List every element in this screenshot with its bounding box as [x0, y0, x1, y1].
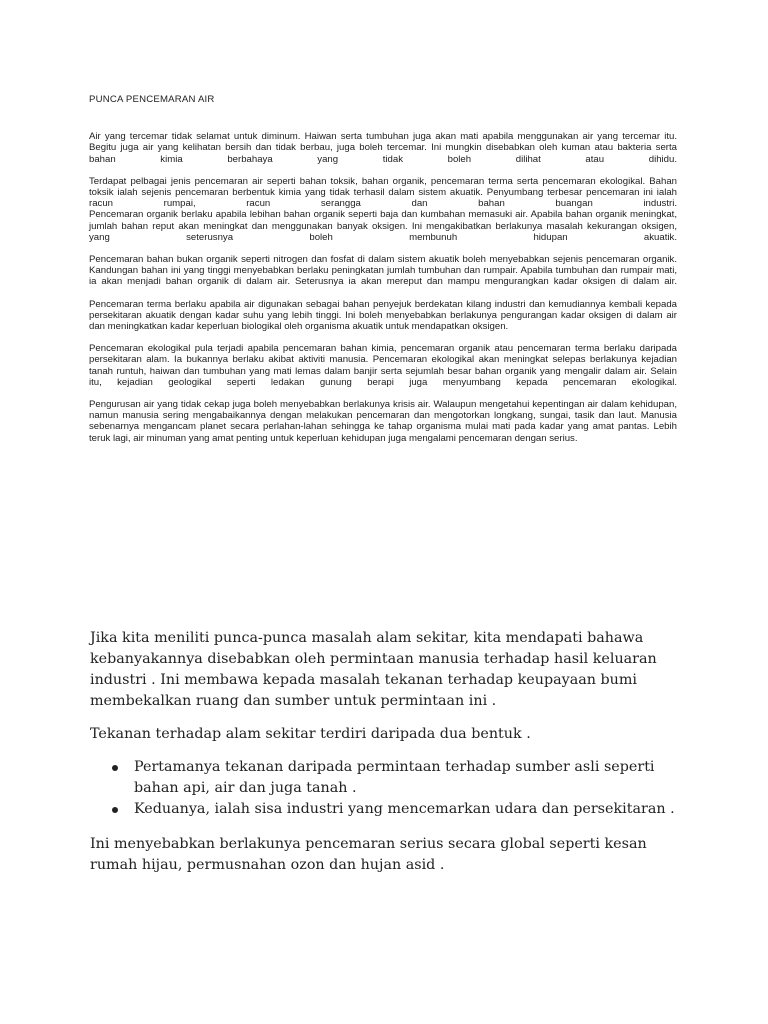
paragraph-inorganic: Pencemaran bahan bukan organik seperti nitrogen dan fosfat di dalam sistem akuatik boleh menyebabkan sejenis pencemaran organik. Kandungan bahan ini yang tinggi menyebabkan berlaku peningkatan jumlah tumbuhan dan rumpair. Apabila tumbuhan dan rumpair mati, ia akan menjadi bahan organik di dalam air. Seterusnya ia akan mereput dan mampu mengurangkan kadar oksigen di dalam air. — [89, 254, 677, 288]
paragraph-types: Terdapat pelbagai jenis pencemaran air seperti bahan toksik, bahan organik, pencemaran terma serta pencemaran ekologikal. Bahan toksik ialah sejenis pencemaran berbentuk kimia yang tidak terhasil dalam sistem akuatik. Penyumbang terbesar pencemaran ini ialah racun rumpai, racun serangga dan bahan buangan industri. — [89, 175, 677, 210]
essay-conclusion: Ini menyebabkan berlakunya pencemaran serius secara global seperti kesan rumah hijau, permusnahan ozon dan hujan asid . — [90, 836, 647, 873]
essay-intro: Jika kita meniliti punca-punca masalah alam sekitar, kita mendapati bahawa kebanyakannya disebabkan oleh permintaan manusia terhadap hasil keluaran industri . Ini membawa kepada masalah tekanan terhadap keupayaan bumi membekalkan ruang dan sumber untuk permintaan ini . — [90, 630, 657, 709]
bullet-icon — [112, 765, 118, 771]
bullet-icon — [112, 807, 118, 813]
list-item-text: Pertamanya tekanan daripada permintaan terhadap sumber asli seperti bahan api, air dan juga tanah . — [134, 759, 655, 796]
list-item — [90, 757, 690, 799]
list-item-text: Keduanya, ialah sisa industri yang mencemarkan udara dan persekitaran . — [134, 801, 675, 817]
article-section — [89, 94, 677, 455]
list-item — [90, 799, 690, 820]
bullet-list — [90, 757, 690, 820]
paragraph-ecological: Pencemaran ekologikal pula terjadi apabila pencemaran bahan kimia, pencemaran organik atau pencemaran terma berlaku daripada persekitaran alam. Ia bukannya berlaku akibat aktiviti manusia. Pencemaran ekologikal akan meningkat selepas berlakunya kejadian tanah runtuh, haiwan dan tumbuhan yang mati lemas dalam banjir serta sejumlah besar bahan organik yang mengalir dalam air. Selain itu, kejadian geologikal seperti ledakan gunung berapi juga menyumbang kepada pencemaran ekologikal. — [89, 343, 677, 388]
paragraph-intro: Air yang tercemar tidak selamat untuk diminum. Haiwan serta tumbuhan juga akan mati apabila menggunakan air yang tercemar itu. Begitu juga air yang kelihatan bersih dan tidak berbau, juga boleh tercemar. Ini mungkin disebabkan oleh kuman atau bakteria serta bahan kimia berbahaya yang tidak boleh dilihat atau dihidu. — [89, 131, 677, 165]
page-title: PUNCA PENCEMARAN AIR — [89, 94, 215, 105]
essay-lead: Tekanan terhadap alam sekitar terdiri daripada dua bentuk . — [90, 726, 531, 742]
paragraph-management: Pengurusan air yang tidak cekap juga boleh menyebabkan berlakunya krisis air. Walaupun mengetahui kepentingan air dalam kehidupan, namun manusia sering mengabaikannya dengan melakukan pencemaran dan mengotorkan longkang, sungai, tasik dan laut. Manusia sebenarnya mengancam planet secara perlahan-lahan sehingga ke tahap organisma mulai mati pada kadar yang amat pantas. Lebih teruk lagi, air minuman yang amat penting untuk keperluan kehidupan juga mengalami pencemaran dengan serius. — [89, 399, 677, 444]
paragraph-organic: Pencemaran organik berlaku apabila lebihan bahan organik seperti baja dan kumbahan memasuki air. Apabila bahan organik meningkat, jumlah bahan reput akan meningkat dan menggunakan banyak oksigen. Ini mengakibatkan berlakunya masalah kekurangan oksigen, yang seterusnya boleh membunuh hidupan akuatik. — [89, 209, 677, 243]
paragraph-thermal: Pencemaran terma berlaku apabila air digunakan sebagai bahan penyejuk berdekatan kilang industri dan kemudiannya kembali kepada persekitaran akuatik dengan kadar suhu yang lebih tinggi. Ini boleh menyebabkan berlakunya pengurangan kadar oksigen di dalam air dan meningkatkan kadar keperluan biologikal oleh organisma akuatik untuk mendapatkan oksigen. — [89, 298, 677, 333]
essay-section — [90, 628, 690, 888]
